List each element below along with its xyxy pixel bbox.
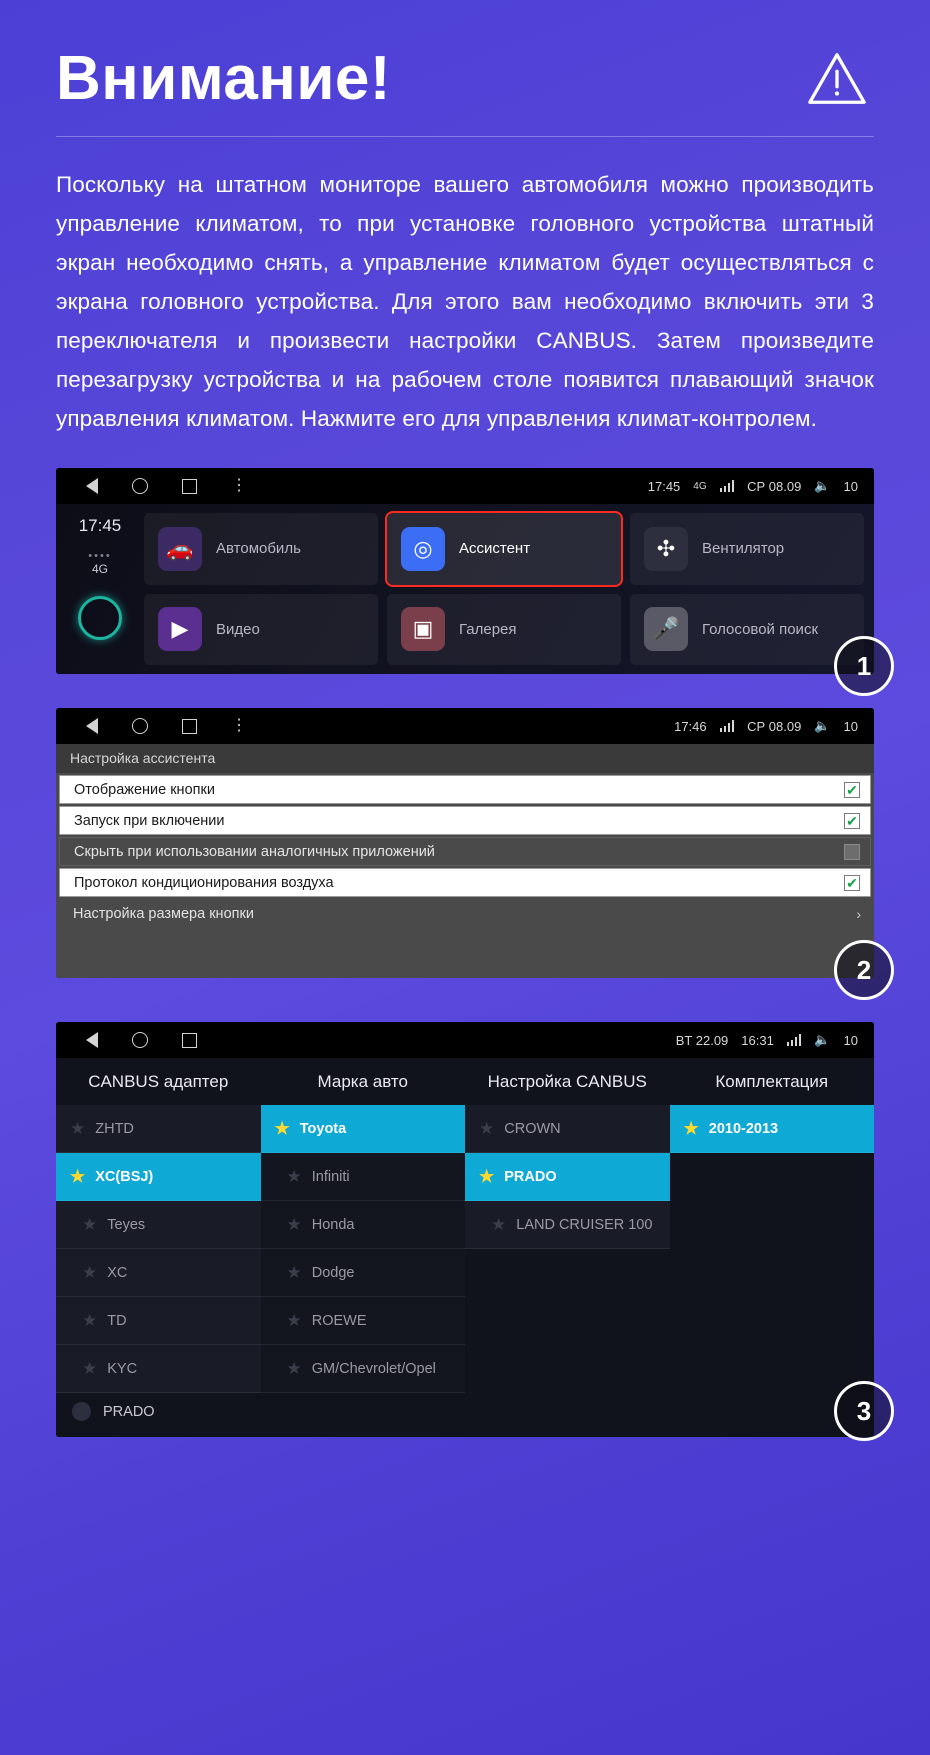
screenshot-assistant-settings <box>56 708 874 985</box>
list-item-label: Honda <box>311 1216 355 1233</box>
list-item-label: Infiniti <box>311 1168 350 1185</box>
list-item[interactable] <box>261 1249 466 1297</box>
canbus-header-trim: Комплектация <box>715 1072 829 1091</box>
star-icon: ★ <box>82 1311 98 1330</box>
list-item-empty <box>465 1249 670 1297</box>
star-icon: ★ <box>82 1215 98 1234</box>
star-icon: ★ <box>286 1311 302 1330</box>
list-item[interactable] <box>261 1297 466 1345</box>
screenshot-canbus-settings <box>56 1022 874 1437</box>
list-item[interactable] <box>465 1153 670 1201</box>
setting-label: Запуск при включении <box>74 812 225 829</box>
microphone-icon: 🎤 <box>644 607 688 651</box>
setting-label: Скрыть при использовании аналогичных приложений <box>74 843 435 860</box>
canbus-column-brand <box>261 1105 466 1393</box>
volume-icon: 🔈 <box>814 718 831 733</box>
app-tile-label: Галерея <box>459 620 517 638</box>
app-tile-fan[interactable] <box>630 513 864 585</box>
canbus-column-adapter <box>56 1105 261 1393</box>
fan-icon: ✣ <box>644 527 688 571</box>
chevron-right-icon: › <box>856 905 861 922</box>
status-time: 16:31 <box>741 1032 774 1048</box>
canbus-header-brand: Марка авто <box>317 1072 408 1091</box>
app-tile-voice-search[interactable] <box>630 594 864 666</box>
desktop-sidebar <box>56 504 144 674</box>
star-icon: ★ <box>286 1263 302 1282</box>
home-icon[interactable] <box>132 1032 148 1048</box>
status-date: СР 08.09 <box>747 718 802 734</box>
setting-row-button-size[interactable] <box>59 899 871 928</box>
app-tile-assistant[interactable] <box>387 513 621 585</box>
setting-row-ac-protocol[interactable] <box>59 868 871 897</box>
back-icon[interactable] <box>86 718 98 734</box>
list-item-label: 2010-2013 <box>708 1120 779 1137</box>
canbus-column-model <box>465 1105 670 1393</box>
setting-label: Отображение кнопки <box>74 781 215 798</box>
list-item[interactable] <box>261 1105 466 1153</box>
callout-badge-3: 3 <box>834 1381 894 1441</box>
home-icon[interactable] <box>132 718 148 734</box>
list-item-empty <box>670 1249 875 1297</box>
status-date: СР 08.09 <box>747 478 802 494</box>
checkbox-hide-similar-apps[interactable] <box>844 844 860 860</box>
list-item[interactable] <box>56 1297 261 1345</box>
sidebar-signal-dots: •••• <box>88 550 112 562</box>
list-item-label: ROEWE <box>311 1312 367 1329</box>
star-icon: ★ <box>286 1167 302 1186</box>
list-item[interactable] <box>56 1105 261 1153</box>
setting-row-show-button[interactable] <box>59 775 871 804</box>
list-item[interactable] <box>56 1201 261 1249</box>
screenshot-desktop <box>56 468 874 681</box>
list-item-label: GM/Chevrolet/Opel <box>311 1360 436 1377</box>
car-icon: 🚗 <box>158 527 202 571</box>
star-icon: ★ <box>286 1215 302 1234</box>
list-item-label: PRADO <box>504 1168 557 1185</box>
list-item-label: XC <box>107 1264 128 1281</box>
back-icon[interactable] <box>86 478 98 494</box>
star-icon: ★ <box>274 1119 290 1138</box>
star-icon: ★ <box>70 1167 86 1186</box>
setting-row-hide-similar-apps[interactable] <box>59 837 871 866</box>
list-item[interactable] <box>670 1105 875 1153</box>
header <box>56 0 874 113</box>
canbus-header-model: Настройка CANBUS <box>487 1072 647 1091</box>
list-item[interactable] <box>465 1201 670 1249</box>
status-time: 17:45 <box>647 478 681 494</box>
status-bar <box>56 1022 874 1058</box>
list-item[interactable] <box>56 1153 261 1201</box>
signal-icon <box>720 480 735 492</box>
recents-icon[interactable] <box>182 1033 197 1048</box>
status-time: 17:46 <box>674 718 707 734</box>
status-volume: 10 <box>843 718 858 734</box>
callout-badge-1: 1 <box>834 636 894 696</box>
star-icon: ★ <box>491 1215 507 1234</box>
signal-icon <box>720 720 735 732</box>
list-item-label: KYC <box>107 1360 138 1377</box>
video-icon: ▶ <box>158 607 202 651</box>
canbus-footer <box>56 1393 874 1427</box>
app-tile-label: Автомобиль <box>216 540 301 558</box>
app-tile-label: Видео <box>216 620 260 638</box>
canbus-footer-label: PRADO <box>103 1403 155 1420</box>
sidebar-time: 17:45 <box>78 516 122 535</box>
car-badge-icon <box>72 1402 91 1421</box>
star-icon: ★ <box>82 1359 98 1378</box>
instruction-text: Поскольку на штатном мониторе вашего автомобиля можно производить управление климатом, то при установке головного устройства штатный экран необходимо снять, а управление климатом будет осуществляться с экрана головного устройства. Для этого вам необходимо включить эти 3 переключателя и произвести настройки CANBUS. Затем произведите перезагрузку устройства и на рабочем столе появится плавающий значок управления климатом. Нажмите его для управления климат-контролем. <box>56 172 874 431</box>
more-menu-icon[interactable]: ⋮ <box>231 477 247 494</box>
assistant-ring-icon[interactable] <box>78 596 122 640</box>
volume-icon: 🔈 <box>814 1032 831 1047</box>
app-tile-gallery[interactable] <box>387 594 621 666</box>
canbus-header-adapter: CANBUS адаптер <box>88 1072 229 1091</box>
assistant-icon: ◎ <box>401 527 445 571</box>
setting-label: Протокол кондиционирования воздуха <box>74 874 334 891</box>
more-menu-icon[interactable]: ⋮ <box>231 717 247 734</box>
app-tile-label: Ассистент <box>459 540 531 558</box>
list-item-empty <box>670 1297 875 1345</box>
volume-icon: 🔈 <box>814 478 831 493</box>
list-item[interactable] <box>261 1201 466 1249</box>
setting-row-start-on-boot[interactable] <box>59 806 871 835</box>
list-item-label: ZHTD <box>95 1120 134 1137</box>
list-item[interactable] <box>261 1345 466 1393</box>
app-tile-car[interactable] <box>144 513 378 585</box>
star-icon: ★ <box>286 1359 302 1378</box>
canbus-panel <box>56 1058 874 1437</box>
canbus-column-trim <box>670 1105 875 1393</box>
list-item[interactable] <box>56 1249 261 1297</box>
list-item[interactable] <box>56 1345 261 1393</box>
list-item-label: Teyes <box>107 1216 146 1233</box>
desktop-area <box>56 504 874 674</box>
list-item-empty <box>670 1201 875 1249</box>
settings-title: Настройка ассистента <box>56 744 874 773</box>
list-item-label: LAND CRUISER 100 <box>516 1216 653 1233</box>
star-icon: ★ <box>683 1119 699 1138</box>
canbus-columns <box>56 1105 874 1393</box>
setting-label: Настройка размера кнопки <box>73 905 254 922</box>
app-grid <box>144 504 874 674</box>
recents-icon[interactable] <box>182 719 197 734</box>
list-item-empty <box>670 1345 875 1393</box>
checkbox-show-button[interactable]: ✔ <box>844 782 860 798</box>
page-title: Внимание! <box>56 44 392 113</box>
list-item-empty <box>465 1297 670 1345</box>
list-item-empty <box>670 1153 875 1201</box>
settings-panel <box>56 744 874 978</box>
star-icon: ★ <box>479 1167 495 1186</box>
list-item-label: CROWN <box>504 1120 561 1137</box>
status-volume: 10 <box>843 1032 858 1048</box>
app-tile-label: Вентилятор <box>702 540 785 558</box>
app-tile-label: Голосовой поиск <box>702 620 819 638</box>
status-volume: 10 <box>843 478 858 494</box>
recents-icon[interactable] <box>182 479 197 494</box>
warning-triangle-icon <box>806 48 868 110</box>
status-bar <box>56 708 874 744</box>
back-icon[interactable] <box>86 1032 98 1048</box>
callout-badge-2: 2 <box>834 940 894 1000</box>
list-item[interactable] <box>465 1105 670 1153</box>
star-icon: ★ <box>70 1119 86 1138</box>
checkbox-start-on-boot[interactable]: ✔ <box>844 813 860 829</box>
list-item-label: Toyota <box>299 1120 347 1137</box>
star-icon: ★ <box>479 1119 495 1138</box>
list-item-empty <box>465 1345 670 1393</box>
list-item-label: Dodge <box>311 1264 355 1281</box>
star-icon: ★ <box>82 1263 98 1282</box>
sidebar-network: 4G <box>91 562 108 576</box>
list-item-label: TD <box>107 1312 127 1329</box>
status-network: 4G <box>693 480 707 492</box>
signal-icon <box>787 1034 802 1046</box>
checkbox-ac-protocol[interactable]: ✔ <box>844 875 860 891</box>
canbus-headers <box>56 1058 874 1105</box>
list-item-label: XC(BSJ) <box>95 1168 154 1185</box>
header-divider <box>56 136 874 137</box>
status-bar <box>56 468 874 504</box>
app-tile-video[interactable] <box>144 594 378 666</box>
home-icon[interactable] <box>132 478 148 494</box>
status-bluetooth: BT 22.09 <box>675 1032 729 1048</box>
gallery-icon: ▣ <box>401 607 445 651</box>
list-item[interactable] <box>261 1153 466 1201</box>
